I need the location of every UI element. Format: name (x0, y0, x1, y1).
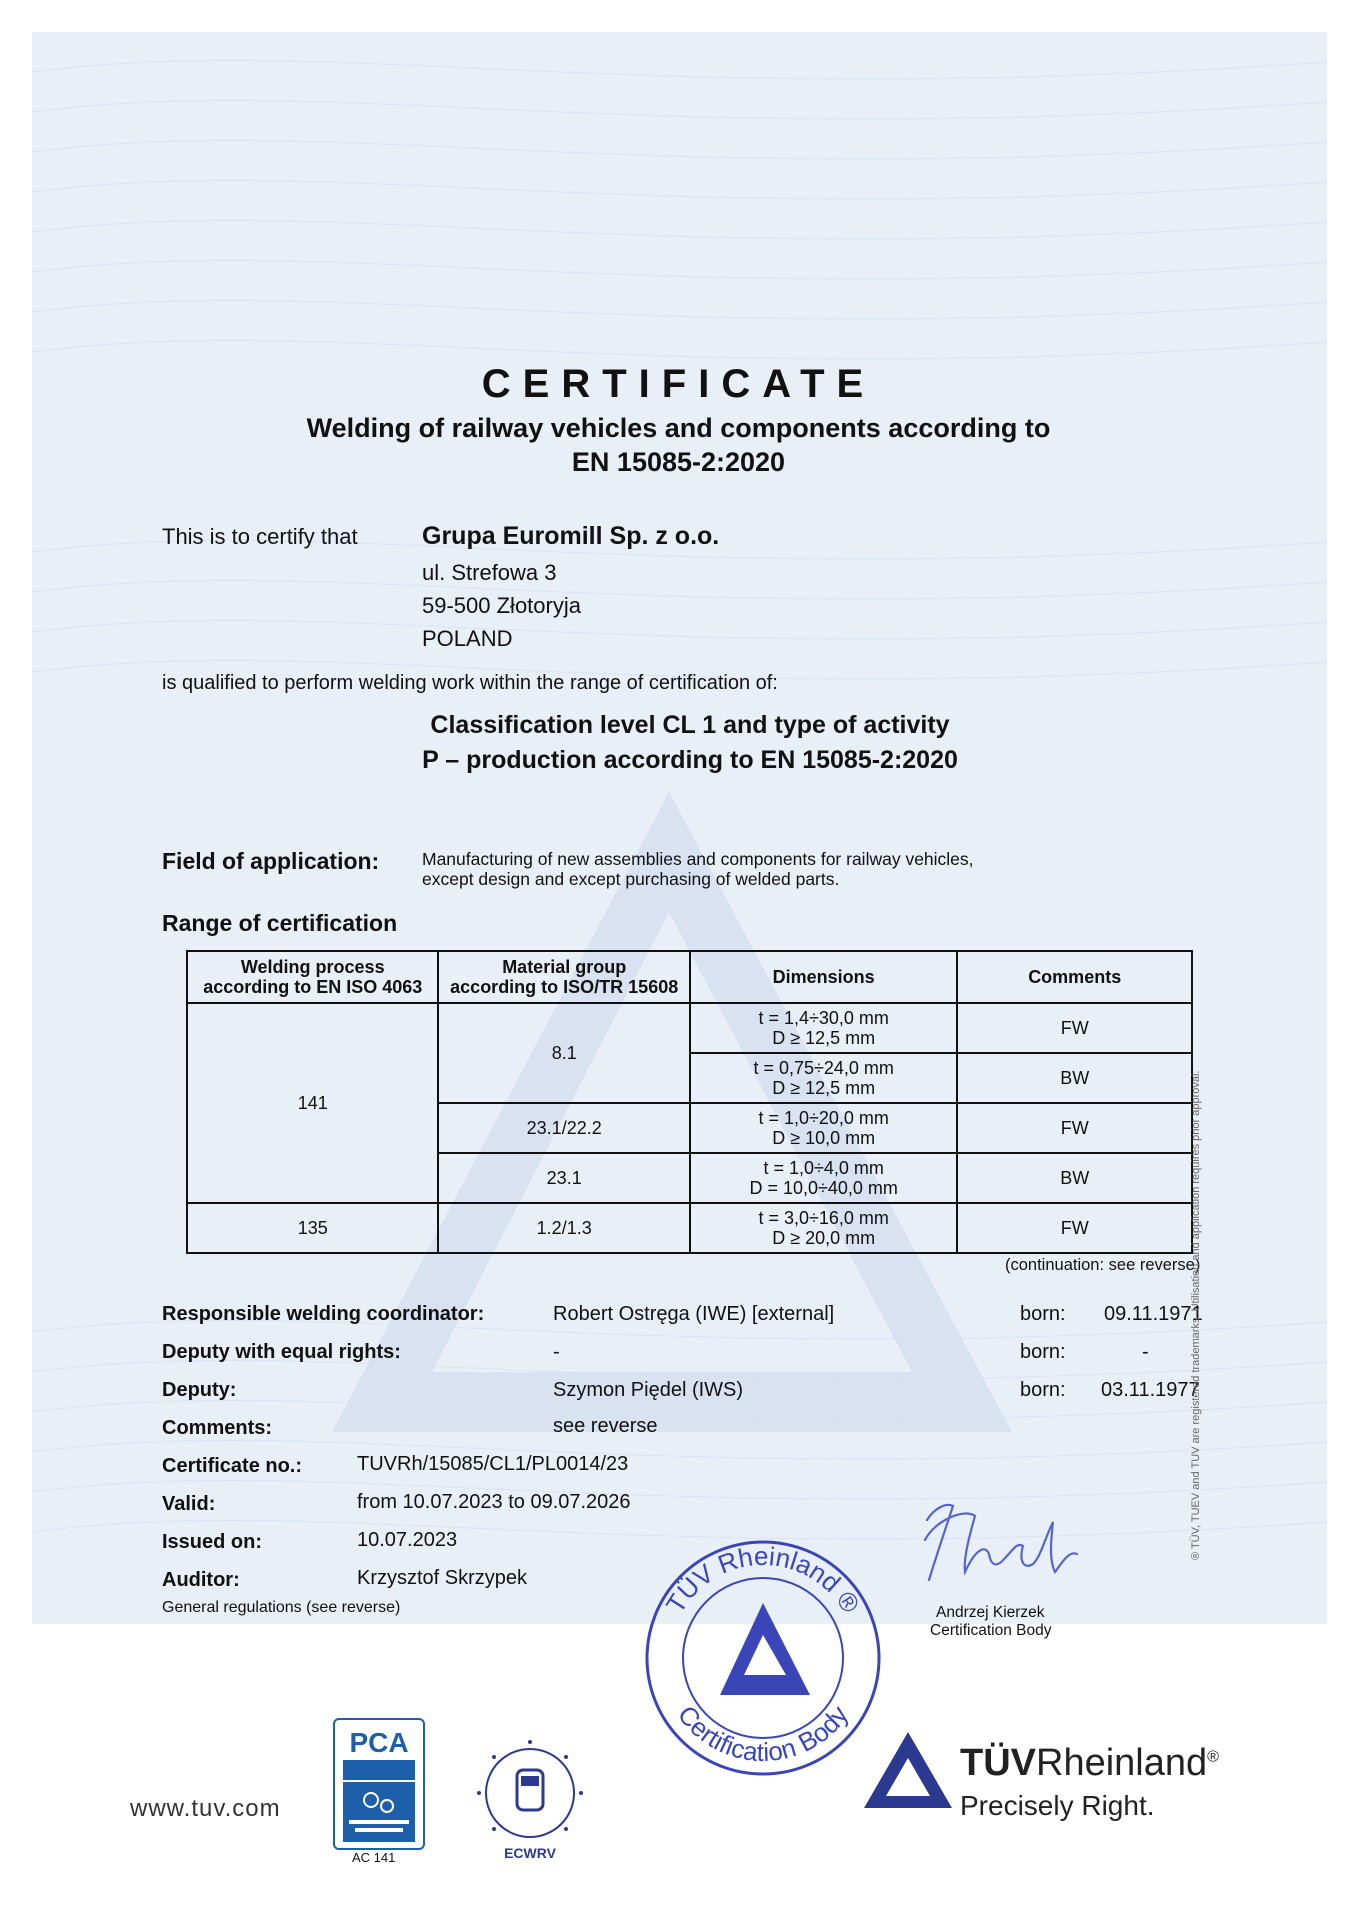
field-of-application-line-1: Manufacturing of new assemblies and components for railway vehicles, (422, 849, 974, 869)
certificate-no-value: TUVRh/15085/CL1/PL0014/23 (357, 1453, 629, 1475)
company-city: 59-500 Złotoryja (422, 593, 581, 618)
deputy-born-label: born: (1020, 1379, 1066, 1401)
comment-cell: BW (957, 1153, 1192, 1203)
dimensions-cell: t = 3,0÷16,0 mm D ≥ 20,0 mm (690, 1203, 957, 1253)
signature (905, 1480, 1085, 1590)
svg-text:TÜV Rheinland ®: TÜV Rheinland ® (659, 1540, 867, 1619)
deputy-equal-label: Deputy with equal rights: (162, 1341, 401, 1363)
signatory-name: Andrzej Kierzek (936, 1604, 1045, 1621)
ecwrv-logo (455, 1718, 605, 1868)
auditor-value: Krzysztof Skrzypek (357, 1567, 528, 1589)
website: www.tuv.com (130, 1795, 281, 1822)
header-dimensions: Dimensions (690, 951, 957, 1003)
certificate-no-label: Certificate no.: (162, 1455, 303, 1477)
subtitle-line-1: Welding of railway vehicles and components according to (306, 413, 1051, 443)
classification-line-2: P – production according to EN 15085-2:2020 (422, 746, 958, 774)
tuv-triangle-logo (862, 1730, 954, 1810)
deputy-equal-born-label: born: (1020, 1341, 1066, 1363)
svg-text:PCA: PCA (349, 1727, 409, 1758)
table-header-row (187, 951, 1192, 1003)
deputy-born: 03.11.1977 (1101, 1379, 1200, 1401)
table-row (187, 1003, 1192, 1053)
subtitle-line-2: EN 15085-2:2020 (571, 447, 786, 477)
company-country: POLAND (422, 626, 513, 651)
coordinator-born-label: born: (1020, 1303, 1066, 1325)
svg-text:Certification Body: Certification Body (671, 1699, 855, 1768)
qualified-text: is qualified to perform welding work within the range of certification of: (162, 672, 778, 694)
coordinator-born: 09.11.1971 (1104, 1303, 1203, 1325)
deputy-label: Deputy: (162, 1379, 237, 1401)
material-cell: 1.2/1.3 (438, 1203, 689, 1253)
pca-logo (333, 1718, 425, 1850)
header-material: Material group according to ISO/TR 15608 (438, 951, 689, 1003)
auditor-label: Auditor: (162, 1569, 240, 1591)
certify-intro: This is to certify that (162, 524, 358, 549)
dimensions-cell: t = 1,4÷30,0 mm D ≥ 12,5 mm (690, 1003, 957, 1053)
svg-text:ECWRV: ECWRV (504, 1845, 556, 1861)
issued-value: 10.07.2023 (357, 1529, 458, 1551)
coordinator-label: Responsible welding coordinator: (162, 1303, 485, 1325)
field-of-application-label: Field of application: (162, 848, 380, 874)
company-street: ul. Strefowa 3 (422, 560, 557, 585)
table-row (187, 1203, 1192, 1253)
coordinator-name: Robert Ostręga (IWE) [external] (553, 1303, 835, 1325)
trademark-side-note: ® TÜV, TUEV and TUV are registered trademarks. Utilisation and application requires prior approval. (1190, 1070, 1202, 1560)
tuv-tagline: Precisely Right. (960, 1790, 1155, 1821)
material-cell: 8.1 (438, 1003, 689, 1103)
valid-value: from 10.07.2023 to 09.07.2026 (357, 1491, 631, 1513)
pca-accreditation-code: AC 141 (352, 1850, 396, 1865)
classification-line-1: Classification level CL 1 and type of activity (430, 711, 950, 739)
comments-label: Comments: (162, 1417, 273, 1439)
process-cell: 141 (187, 1003, 438, 1203)
comment-cell: FW (957, 1203, 1192, 1253)
deputy-equal-name: - (553, 1341, 560, 1363)
deputy-name: Szymon Piędel (IWS) (553, 1379, 744, 1401)
range-table (186, 950, 1193, 1254)
dimensions-cell: t = 1,0÷4,0 mm D = 10,0÷40,0 mm (690, 1153, 957, 1203)
dimensions-cell: t = 0,75÷24,0 mm D ≥ 12,5 mm (690, 1053, 957, 1103)
range-heading: Range of certification (162, 910, 398, 936)
header-comments: Comments (957, 951, 1192, 1003)
signatory-role: Certification Body (930, 1622, 1052, 1639)
field-of-application-line-2: except design and except purchasing of welded parts. (422, 869, 840, 889)
issued-label: Issued on: (162, 1531, 263, 1553)
header-process: Welding process according to EN ISO 4063 (187, 951, 438, 1003)
material-cell: 23.1/22.2 (438, 1103, 689, 1153)
comments-value: see reverse (553, 1415, 658, 1437)
certificate-title: CERTIFICATE (481, 362, 876, 406)
company-name: Grupa Euromill Sp. z o.o. (422, 522, 720, 550)
tuv-brand-wordmark: TÜVRheinland® (960, 1742, 1219, 1784)
comment-cell: FW (957, 1003, 1192, 1053)
dimensions-cell: t = 1,0÷20,0 mm D ≥ 10,0 mm (690, 1103, 957, 1153)
material-cell: 23.1 (438, 1153, 689, 1203)
table-continuation-note: (continuation: see reverse) (1005, 1256, 1201, 1274)
general-regulations: General regulations (see reverse) (162, 1599, 401, 1616)
deputy-equal-born: - (1142, 1341, 1149, 1363)
process-cell: 135 (187, 1203, 438, 1253)
comment-cell: BW (957, 1053, 1192, 1103)
valid-label: Valid: (162, 1493, 216, 1515)
comment-cell: FW (957, 1103, 1192, 1153)
tuv-stamp (640, 1535, 886, 1781)
